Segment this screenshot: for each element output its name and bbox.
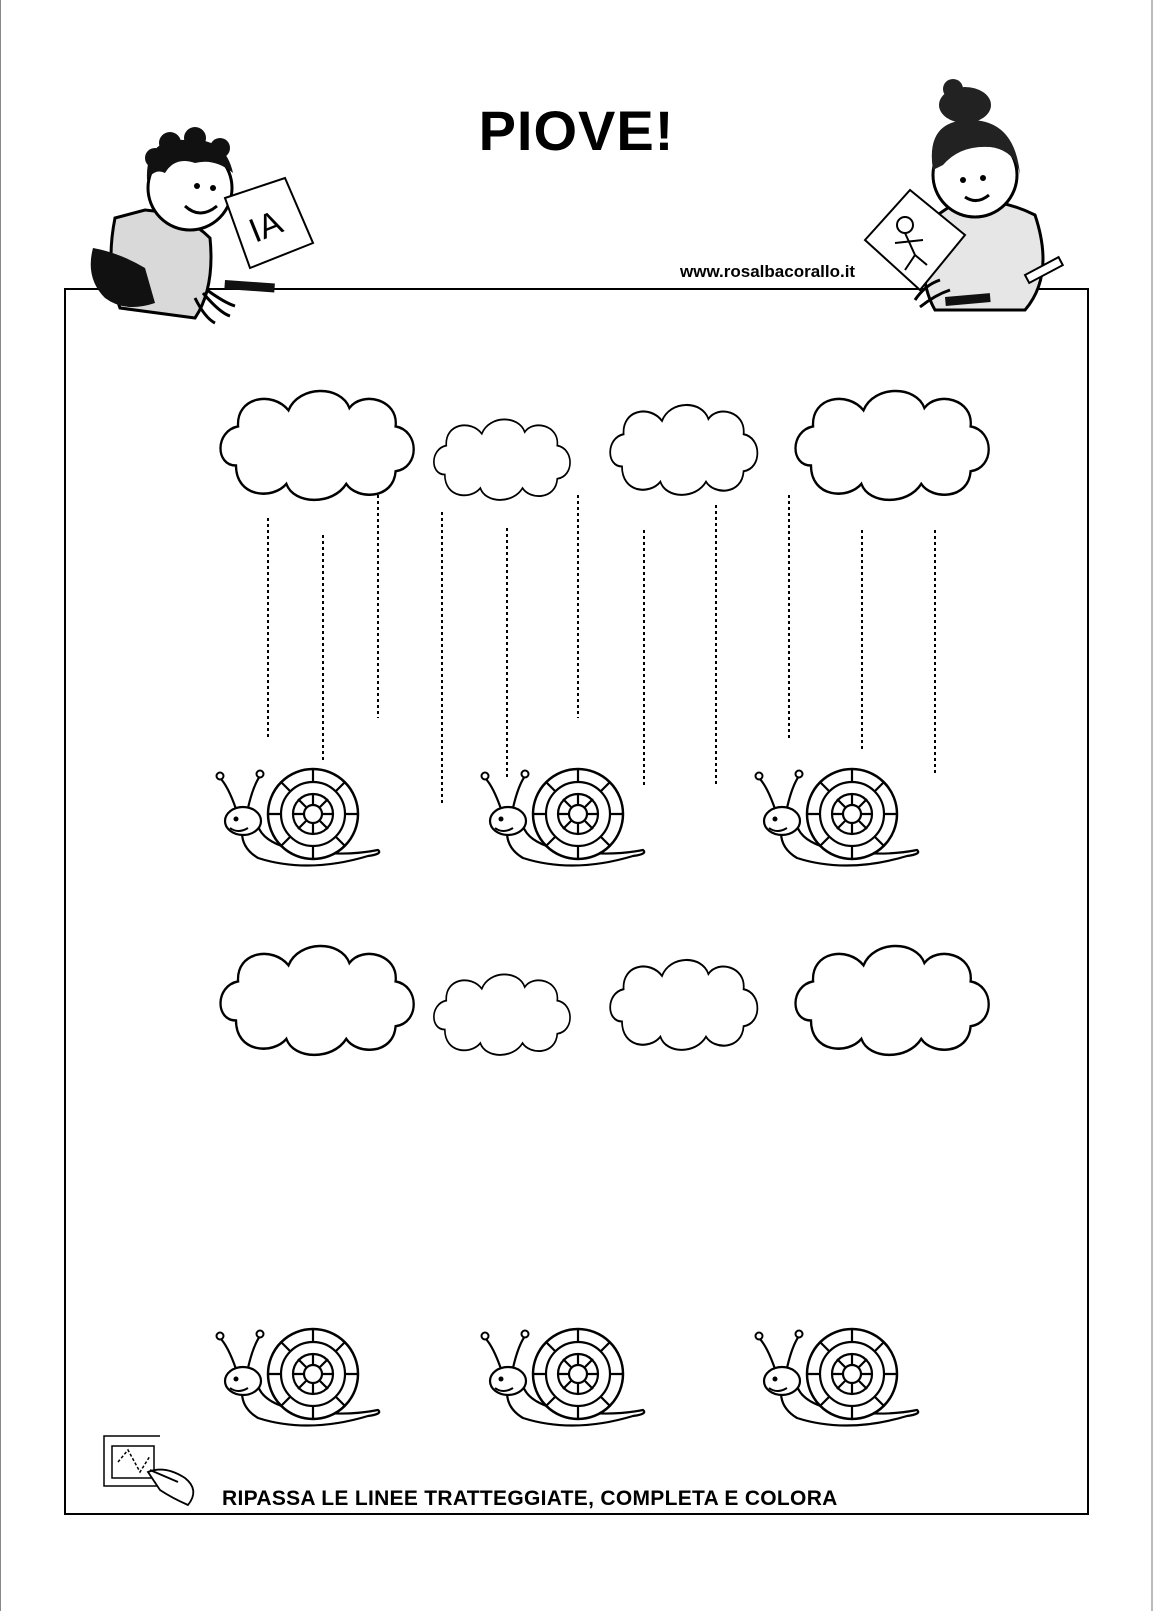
rain-lines — [268, 495, 935, 803]
cloud-icon — [434, 974, 570, 1054]
snail-icon — [756, 769, 919, 866]
pencil-tracing-icon — [104, 1436, 193, 1505]
snail-icon — [217, 769, 380, 866]
snail-icon — [217, 1329, 380, 1426]
boy-paper-text: IA — [243, 203, 288, 251]
cloud-icon — [796, 391, 989, 500]
page-title: PIOVE! — [478, 99, 675, 162]
cloud-icon — [796, 946, 989, 1055]
cloud-icon — [434, 419, 570, 499]
cloud-icon — [610, 405, 757, 495]
cloud-icon — [221, 391, 414, 500]
snail-icon — [482, 769, 645, 866]
snail-icon — [482, 1329, 645, 1426]
cloud-icon — [610, 960, 757, 1050]
snail-icon — [756, 1329, 919, 1426]
instructions-text: RIPASSA LE LINEE TRATTEGGIATE, COMPLETA E COLORA — [222, 1487, 838, 1510]
website-url: www.rosalbacorallo.it — [680, 262, 856, 281]
cloud-icon — [221, 946, 414, 1055]
